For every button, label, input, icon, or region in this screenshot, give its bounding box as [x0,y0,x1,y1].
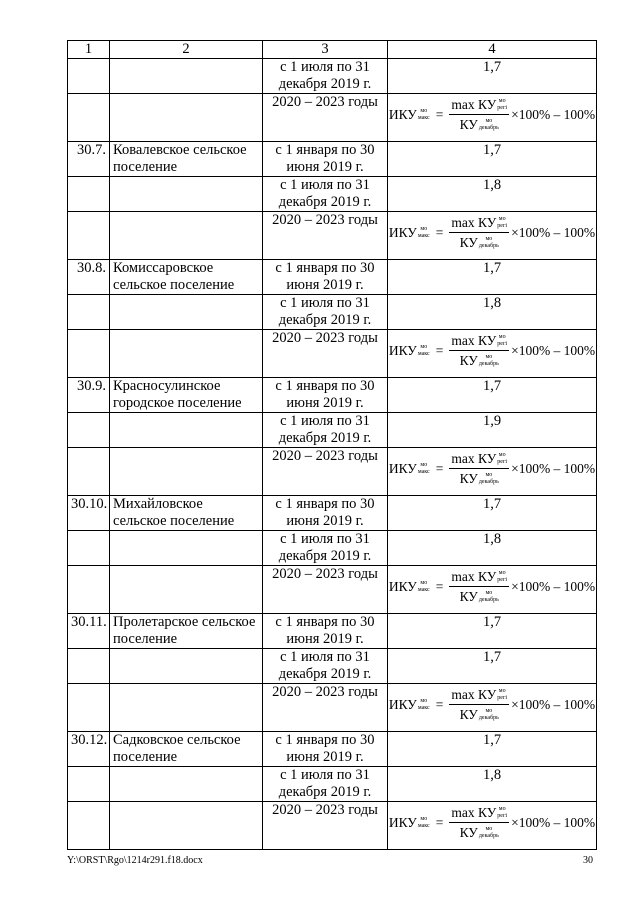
row-number-cell: 30.11. [68,614,110,649]
formula-tail: ×100% – 100% [511,107,596,122]
formula-equals: = [435,107,444,122]
formula-fraction [449,96,509,133]
formula-den-scripts [479,118,499,132]
row-number-cell: 30.10. [68,496,110,531]
formula-den-scripts [479,354,499,368]
row-number-cell [68,448,110,496]
formula-numerator [449,568,509,587]
value-cell: 1,7 [388,614,597,649]
table-row [68,684,597,732]
formula-lhs-text: ИКУ [388,697,417,712]
formula-denominator [460,823,499,841]
formula-den-text: КУ [459,589,478,604]
formula-denominator [460,351,499,369]
footer-file-path: Y:\ORST\Rgo\1214r291.f18.docx [67,855,203,866]
formula-den-sup: мо [485,353,493,360]
table-row [68,330,597,378]
formula-lhs-text: ИКУ [388,815,417,830]
header-cell: 1 [68,41,110,59]
table-row [68,531,597,566]
settlement-name-cell [110,767,263,802]
formula-lhs-scripts [418,226,430,240]
formula-num-sup: мо [498,215,506,222]
formula-equals: = [435,225,444,240]
row-number-cell: 30.12. [68,732,110,767]
settlement-name-cell: Пролетарское сельское поселение [110,614,263,649]
formula-tail: ×100% – 100% [511,579,596,594]
formula-den-text: КУ [459,707,478,722]
value-cell: 1,7 [388,649,597,684]
formula-den-sup: мо [485,235,493,242]
period-cell: с 1 января по 30 июня 2019 г. [263,732,388,767]
formula-num-sup: мо [498,569,506,576]
settlement-name-cell [110,212,263,260]
row-number-cell [68,59,110,94]
table-row [68,614,597,649]
formula-num-sup: мо [498,687,506,694]
settlement-name-cell [110,566,263,614]
formula-tail: ×100% – 100% [511,225,596,240]
period-cell: 2020 – 2023 годы [263,448,388,496]
value-cell: 1,8 [388,767,597,802]
formula [388,804,596,841]
period-cell: с 1 июля по 31 декабря 2019 г. [263,531,388,566]
table-row [68,212,597,260]
formula-equals: = [435,815,444,830]
formula [388,450,596,487]
formula-num-scripts [497,452,507,466]
formula-num-text: max КУ [451,805,497,820]
formula-num-text: max КУ [451,569,497,584]
period-cell: с 1 января по 30 июня 2019 г. [263,614,388,649]
row-number-cell: 30.9. [68,378,110,413]
row-number-cell [68,649,110,684]
formula-num-scripts [497,98,507,112]
row-number-cell [68,295,110,330]
formula-num-sup: мо [498,333,506,340]
settlement-name-cell: Михайловское сельское поселение [110,496,263,531]
formula-den-text: КУ [459,825,478,840]
formula-den-sub: декабрь [478,360,499,367]
value-cell: 1,8 [388,531,597,566]
value-cell: 1,7 [388,59,597,94]
value-cell: 1,8 [388,295,597,330]
formula-numerator [449,804,509,823]
formula-num-scripts [497,216,507,230]
formula-lhs-sup: мо [420,697,428,704]
formula-equals: = [435,461,444,476]
period-cell: с 1 июля по 31 декабря 2019 г. [263,59,388,94]
formula-fraction [449,686,509,723]
formula-denominator [460,469,499,487]
formula-den-sup: мо [485,471,493,478]
formula-den-sup: мо [485,117,493,124]
formula-numerator [449,96,509,115]
formula-lhs-sup: мо [420,225,428,232]
formula-den-sub: декабрь [478,714,499,721]
table-row [68,295,597,330]
row-number-cell [68,330,110,378]
formula-num-scripts [497,806,507,820]
formula-numerator [449,686,509,705]
formula-cell [388,566,597,614]
formula-denominator [460,115,499,133]
formula-lhs-text: ИКУ [388,343,417,358]
settlement-name-cell [110,448,263,496]
formula-den-sup: мо [485,589,493,596]
formula-tail: ×100% – 100% [511,343,596,358]
formula-num-sub: регi [497,812,508,819]
formula-lhs-text: ИКУ [388,579,417,594]
table-row [68,142,597,177]
table-row [68,649,597,684]
table-row [68,260,597,295]
formula-lhs-scripts [418,580,430,594]
period-cell: с 1 июля по 31 декабря 2019 г. [263,295,388,330]
period-cell: с 1 января по 30 июня 2019 г. [263,260,388,295]
settlement-name-cell [110,413,263,448]
formula-lhs-text: ИКУ [388,225,417,240]
formula-num-text: max КУ [451,451,497,466]
value-cell: 1,8 [388,177,597,212]
formula-denominator [460,705,499,723]
period-cell: 2020 – 2023 годы [263,566,388,614]
formula-denominator [460,587,499,605]
header-cell: 3 [263,41,388,59]
footer-page-number: 30 [583,855,593,866]
formula-fraction [449,450,509,487]
tariff-table [67,40,597,850]
table-row [68,566,597,614]
formula-num-sub: регi [497,694,508,701]
row-number-cell [68,94,110,142]
value-cell: 1,7 [388,496,597,531]
formula-num-sup: мо [498,451,506,458]
formula-den-text: КУ [459,353,478,368]
row-number-cell [68,531,110,566]
formula-den-scripts [479,708,499,722]
settlement-name-cell: Красносулинское городское поселение [110,378,263,413]
row-number-cell [68,684,110,732]
formula-lhs-sub: макс [417,232,430,239]
formula-den-scripts [479,472,499,486]
period-cell: с 1 января по 30 июня 2019 г. [263,378,388,413]
formula-lhs-sup: мо [420,461,428,468]
formula-den-sub: декабрь [478,596,499,603]
formula-lhs-scripts [418,698,430,712]
formula-lhs [389,342,430,359]
formula-num-sup: мо [498,805,506,812]
formula-den-text: КУ [459,471,478,486]
formula-num-text: max КУ [451,687,497,702]
formula-num-sub: регi [497,576,508,583]
period-cell: 2020 – 2023 годы [263,802,388,850]
period-cell: с 1 января по 30 июня 2019 г. [263,142,388,177]
formula-num-sub: регi [497,104,508,111]
value-cell: 1,9 [388,413,597,448]
row-number-cell [68,802,110,850]
settlement-name-cell [110,177,263,212]
table-row [68,177,597,212]
formula-equals: = [435,343,444,358]
settlement-name-cell [110,295,263,330]
settlement-name-cell [110,531,263,566]
value-cell: 1,7 [388,260,597,295]
formula-num-sub: регi [497,222,508,229]
header-row [68,41,597,59]
formula [388,214,596,251]
table-row [68,448,597,496]
formula-fraction [449,568,509,605]
formula-lhs [389,106,430,123]
header-cell: 4 [388,41,597,59]
formula-den-scripts [479,590,499,604]
table-row [68,59,597,94]
formula-fraction [449,332,509,369]
formula-lhs-sup: мо [420,815,428,822]
formula-lhs [389,578,430,595]
formula-lhs-text: ИКУ [388,107,417,122]
formula-numerator [449,214,509,233]
formula-num-sub: регi [497,458,508,465]
value-cell: 1,7 [388,378,597,413]
formula-num-scripts [497,570,507,584]
formula-num-scripts [497,688,507,702]
formula-num-text: max КУ [451,215,497,230]
formula-num-text: max КУ [451,97,497,112]
formula-lhs-sup: мо [420,343,428,350]
settlement-name-cell [110,94,263,142]
table-body [68,59,597,850]
formula-cell [388,448,597,496]
formula-cell [388,802,597,850]
table-row [68,94,597,142]
period-cell: 2020 – 2023 годы [263,684,388,732]
formula-lhs-sub: макс [417,586,430,593]
formula-lhs-sub: макс [417,822,430,829]
formula-num-text: max КУ [451,333,497,348]
formula-numerator [449,450,509,469]
formula-den-sub: декабрь [478,124,499,131]
formula-equals: = [435,697,444,712]
formula-den-text: КУ [459,117,478,132]
formula-lhs [389,696,430,713]
formula-numerator [449,332,509,351]
formula-lhs-scripts [418,462,430,476]
formula-lhs-sup: мо [420,107,428,114]
formula-lhs-scripts [418,108,430,122]
formula-fraction [449,214,509,251]
settlement-name-cell [110,802,263,850]
period-cell: с 1 июля по 31 декабря 2019 г. [263,177,388,212]
formula-num-scripts [497,334,507,348]
period-cell: 2020 – 2023 годы [263,94,388,142]
formula-den-sub: декабрь [478,478,499,485]
formula-fraction [449,804,509,841]
row-number-cell [68,566,110,614]
formula-lhs-text: ИКУ [388,461,417,476]
formula-den-text: КУ [459,235,478,250]
formula-den-scripts [479,826,499,840]
formula [388,568,596,605]
formula-lhs-scripts [418,816,430,830]
formula-den-sub: декабрь [478,832,499,839]
row-number-cell [68,212,110,260]
formula-tail: ×100% – 100% [511,697,596,712]
table-row [68,413,597,448]
settlement-name-cell [110,330,263,378]
settlement-name-cell: Ковалевское сельское поселение [110,142,263,177]
formula-lhs-sup: мо [420,579,428,586]
formula [388,332,596,369]
table-row [68,732,597,767]
period-cell: с 1 января по 30 июня 2019 г. [263,496,388,531]
formula-cell [388,94,597,142]
formula-den-scripts [479,236,499,250]
header-cell: 2 [110,41,263,59]
period-cell: с 1 июля по 31 декабря 2019 г. [263,767,388,802]
formula-tail: ×100% – 100% [511,815,596,830]
formula-denominator [460,233,499,251]
table-row [68,496,597,531]
value-cell: 1,7 [388,732,597,767]
formula-lhs-sub: макс [417,468,430,475]
row-number-cell [68,413,110,448]
formula-den-sup: мо [485,707,493,714]
settlement-name-cell: Садковское сельское поселение [110,732,263,767]
formula [388,96,596,133]
formula-den-sub: декабрь [478,242,499,249]
formula-equals: = [435,579,444,594]
row-number-cell: 30.7. [68,142,110,177]
settlement-name-cell [110,684,263,732]
period-cell: с 1 июля по 31 декабря 2019 г. [263,413,388,448]
formula-lhs [389,814,430,831]
table-row [68,378,597,413]
formula-den-sup: мо [485,825,493,832]
formula-lhs-sub: макс [417,350,430,357]
formula-tail: ×100% – 100% [511,461,596,476]
row-number-cell: 30.8. [68,260,110,295]
period-cell: с 1 июля по 31 декабря 2019 г. [263,649,388,684]
formula [388,686,596,723]
formula-lhs-sub: макс [417,704,430,711]
settlement-name-cell: Комиссаровское сельское поселение [110,260,263,295]
value-cell: 1,7 [388,142,597,177]
formula-lhs [389,460,430,477]
formula-cell [388,330,597,378]
formula-num-sub: регi [497,340,508,347]
settlement-name-cell [110,59,263,94]
formula-lhs [389,224,430,241]
table-row [68,802,597,850]
formula-lhs-scripts [418,344,430,358]
row-number-cell [68,177,110,212]
period-cell: 2020 – 2023 годы [263,212,388,260]
formula-cell [388,684,597,732]
row-number-cell [68,767,110,802]
settlement-name-cell [110,649,263,684]
formula-num-sup: мо [498,97,506,104]
period-cell: 2020 – 2023 годы [263,330,388,378]
formula-lhs-sub: макс [417,114,430,121]
table-row [68,767,597,802]
formula-cell [388,212,597,260]
